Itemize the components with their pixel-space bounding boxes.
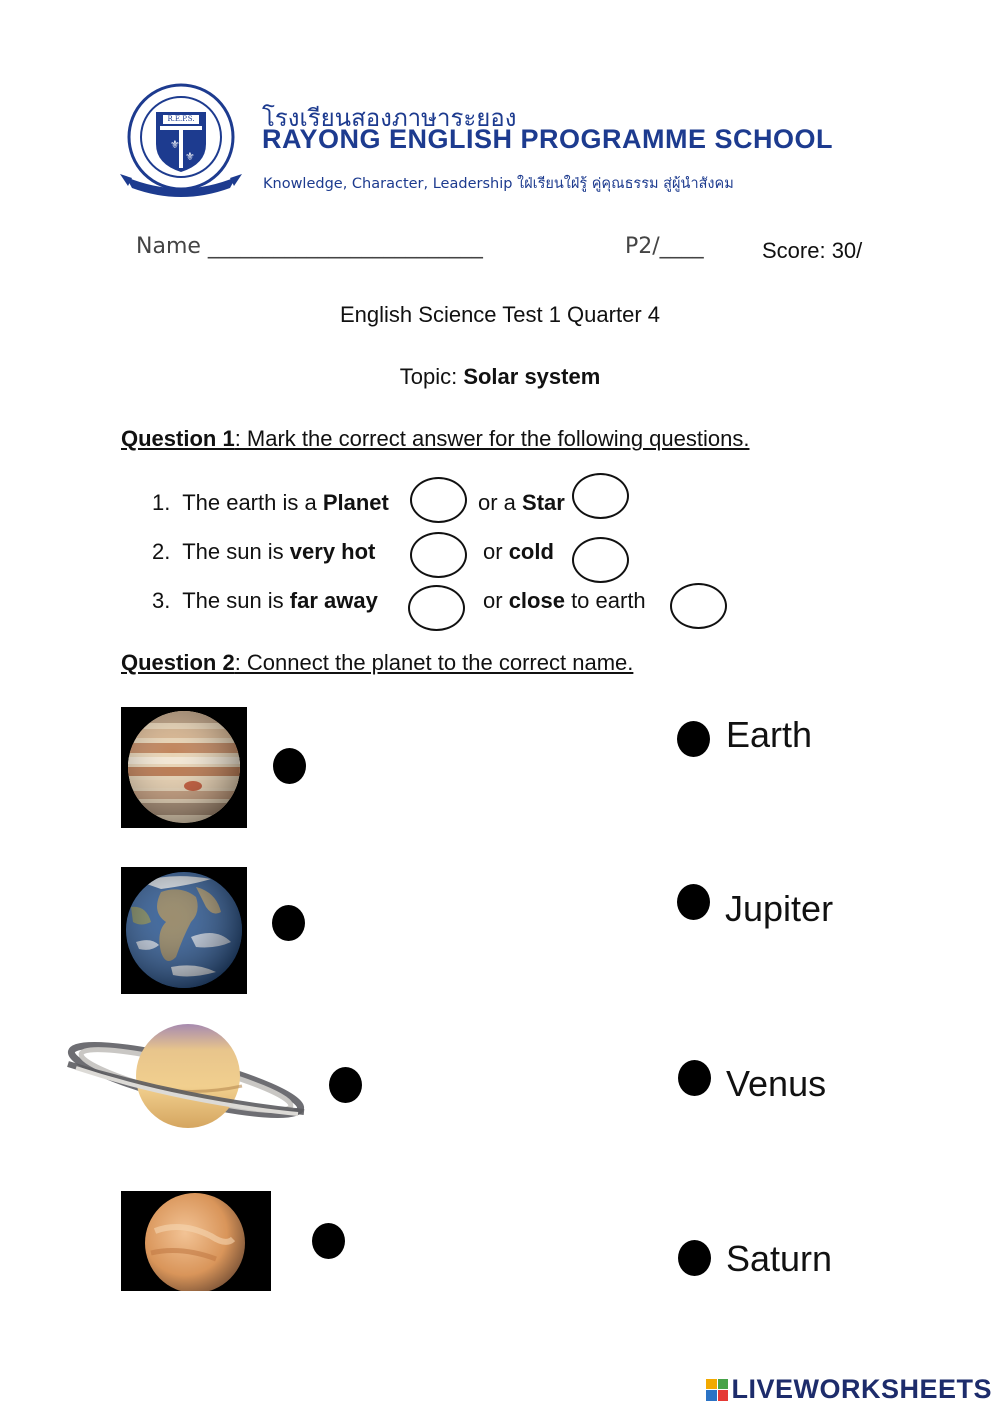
- q1-option-b: Star: [522, 490, 565, 515]
- connect-dot-left-1[interactable]: [273, 748, 306, 784]
- connect-dot-left-3[interactable]: [329, 1067, 362, 1103]
- answer-oval-1a[interactable]: [410, 477, 467, 523]
- jupiter-image: [121, 707, 247, 828]
- question-2-text: : Connect the planet to the correct name.: [234, 650, 634, 675]
- question-1-text: : Mark the correct answer for the following questions.: [234, 426, 750, 451]
- q1-option-a: far away: [289, 588, 378, 613]
- name-field-label: Name _________________________: [136, 234, 483, 259]
- svg-text:⚜: ⚜: [185, 150, 195, 163]
- svg-text:⚜: ⚜: [170, 138, 180, 151]
- q1-item-text: The sun is: [182, 588, 290, 613]
- q1-option-b: cold: [508, 539, 554, 564]
- question-2-heading: [121, 650, 633, 676]
- q1-item-3: [152, 588, 378, 614]
- q1-item-2: [152, 539, 375, 565]
- connect-dot-left-4[interactable]: [312, 1223, 345, 1259]
- q1-item-text: or: [483, 539, 509, 564]
- q1-item-text: The earth is a: [182, 490, 323, 515]
- topic-line: [0, 364, 1000, 390]
- q1-item-1: [152, 490, 389, 516]
- question-2-label: Question 2: [121, 650, 235, 675]
- q1-item-1-alt: [478, 490, 565, 516]
- q1-option-a: very hot: [289, 539, 376, 564]
- school-name-thai: โรงเรียนสองภาษาระยอง: [262, 104, 517, 132]
- q1-item-3-alt: [483, 588, 646, 614]
- connect-dot-right-3[interactable]: [678, 1060, 711, 1096]
- planet-name-venus: Venus: [726, 1063, 827, 1104]
- saturn-image: [66, 1024, 308, 1130]
- earth-image: [121, 867, 247, 994]
- q1-option-b: close: [508, 588, 565, 613]
- q1-item-text: to earth: [564, 588, 646, 613]
- answer-oval-2b[interactable]: [572, 537, 629, 583]
- answer-oval-1b[interactable]: [572, 473, 629, 519]
- score-label: Score: 30/: [762, 238, 863, 263]
- connect-dot-right-4[interactable]: [678, 1240, 711, 1276]
- answer-oval-3b[interactable]: [670, 583, 727, 629]
- connect-dot-left-2[interactable]: [272, 905, 305, 941]
- test-title: English Science Test 1 Quarter 4: [340, 302, 660, 327]
- answer-oval-2a[interactable]: [410, 532, 467, 578]
- school-motto: Knowledge, Character, Leadership ใฝ่เรียนใฝ่รู้ คู่คุณธรรม สู่ผู้นำสังคม: [263, 176, 734, 192]
- venus-image: [121, 1191, 271, 1291]
- school-name: RAYONG ENGLISH PROGRAMME SCHOOL: [262, 124, 834, 154]
- q1-item-number: 2.: [152, 539, 171, 564]
- liveworksheets-mark-icon: [706, 1379, 728, 1401]
- planet-name-saturn: Saturn: [726, 1238, 833, 1279]
- class-field-label: P2/____: [625, 234, 704, 259]
- topic-label: Topic:: [399, 364, 464, 389]
- question-1-label: Question 1: [121, 426, 235, 451]
- planet-name-earth: Earth: [726, 714, 813, 755]
- crest-initials: R.E.P.S.: [167, 115, 195, 123]
- q1-item-text: or: [483, 588, 509, 613]
- school-crest-logo: [118, 82, 244, 200]
- q1-item-2-alt: [483, 539, 554, 565]
- connect-dot-right-2[interactable]: [677, 884, 710, 920]
- q1-item-number: 3.: [152, 588, 171, 613]
- q1-item-text: or a: [478, 490, 523, 515]
- question-1-heading: [121, 426, 749, 452]
- q1-item-number: 1.: [152, 490, 171, 515]
- answer-oval-3a[interactable]: [408, 585, 465, 631]
- liveworksheets-brand: LIVEWORKSHEETS: [731, 1374, 992, 1404]
- q1-item-text: The sun is: [182, 539, 290, 564]
- q1-option-a: Planet: [322, 490, 389, 515]
- connect-dot-right-1[interactable]: [677, 721, 710, 757]
- planet-name-jupiter: Jupiter: [725, 888, 834, 929]
- topic-value: Solar system: [463, 364, 601, 389]
- liveworksheets-logo: [706, 1374, 992, 1405]
